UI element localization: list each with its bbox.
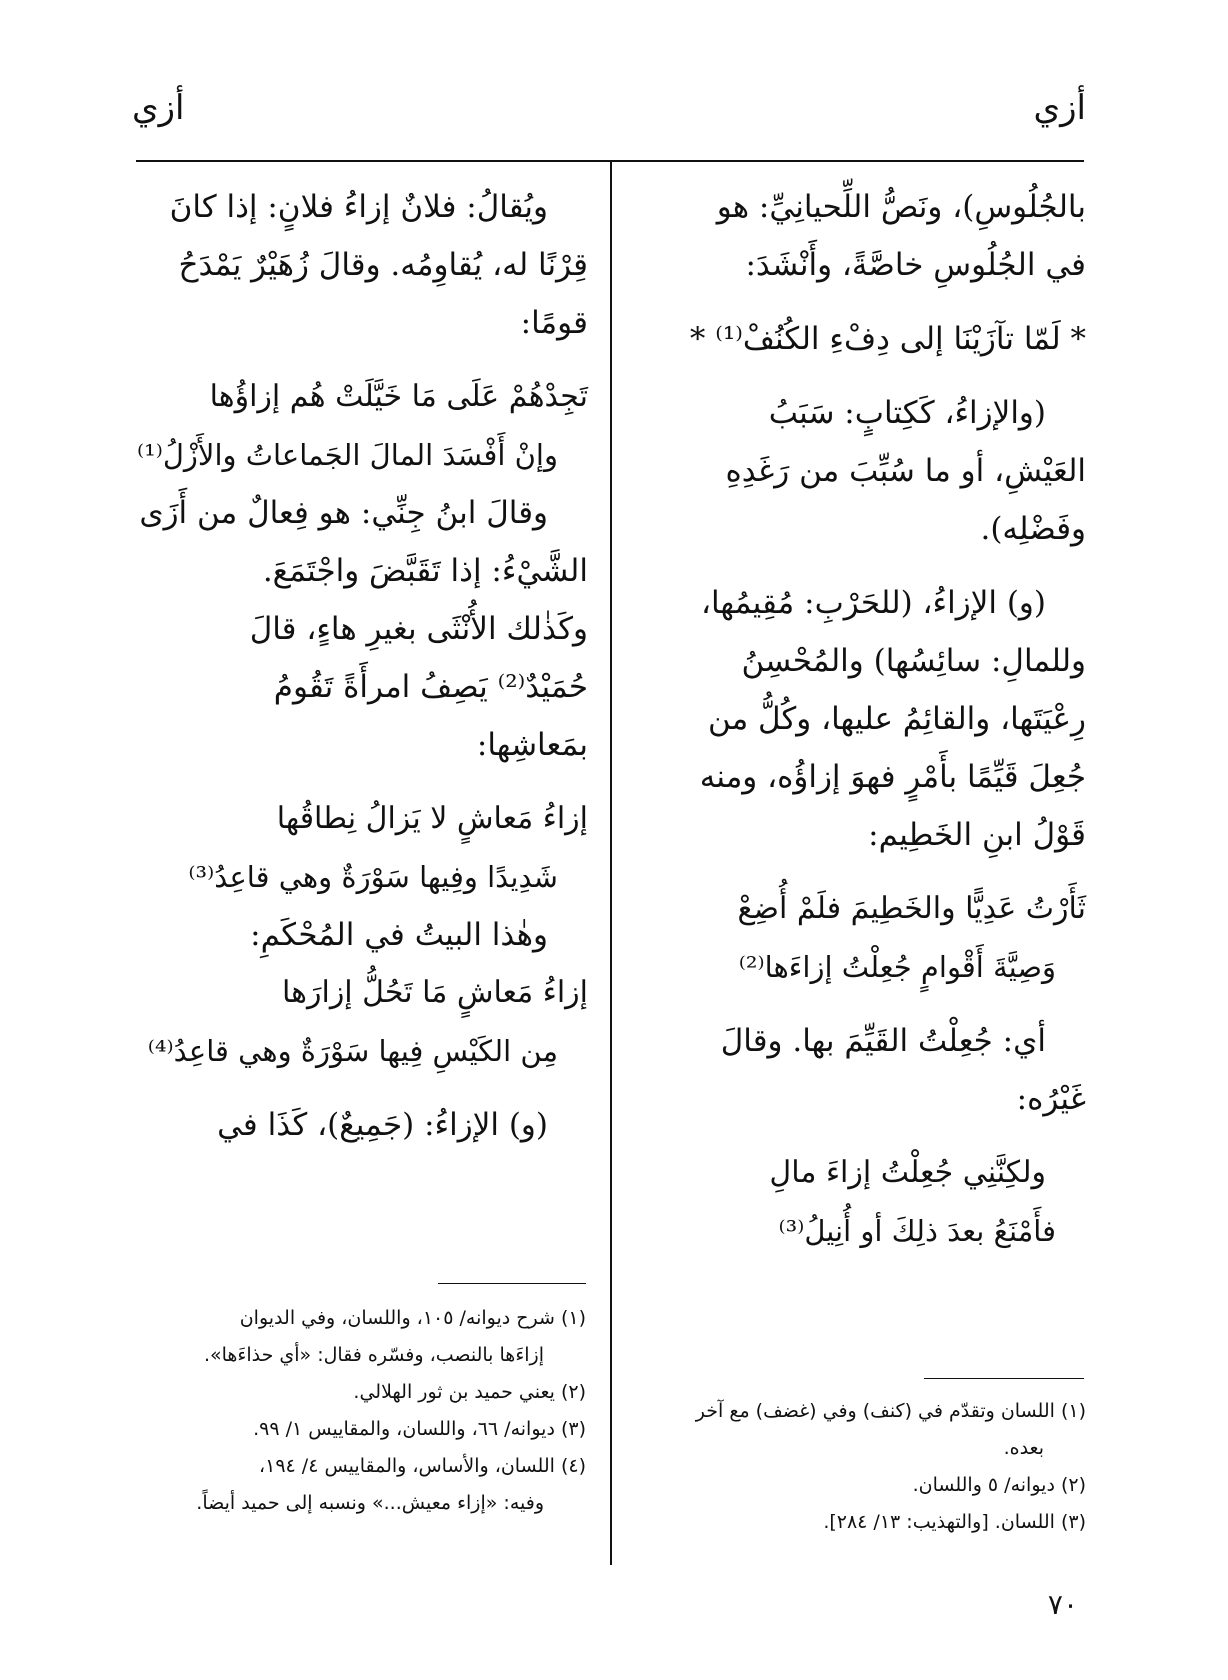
verse-line: إزاءُ مَعاشٍ لا يَزالُ نِطاقُها — [276, 801, 588, 836]
footnote: وفيه: «إزاء معيش...» ونسبه إلى حميد أيضاً. — [196, 1492, 544, 1514]
left-column — [136, 178, 588, 1154]
running-header-right: أزي — [1033, 88, 1086, 128]
running-header-left: أزي — [132, 88, 185, 128]
footnote: إزاءَها بالنصب، وفسّره فقال: «أي حذاءَها». — [203, 1344, 544, 1366]
verse-line: وَصِيَّةَ أَقْوامٍ جُعِلْتُ إزاءَها⁽²⁾ — [738, 950, 1056, 984]
verse-line: فأَمْنَعُ بعدَ ذلِكَ أو أُنِيلُ⁽³⁾ — [778, 1214, 1056, 1248]
text-line: بمَعاشِها: — [476, 727, 588, 763]
footnote: (٣) اللسان. [والتهذيب: ١٣/ ٢٨٤]. — [823, 1511, 1086, 1533]
text-line: أي: جُعِلْتُ القَيِّمَ بها. وقالَ — [720, 1023, 1046, 1059]
text-line: وهٰذا البيتُ في المُحْكَمِ: — [250, 917, 548, 953]
verse-line: وإنْ أَفْسَدَ المالَ الجَماعاتُ والأَزْلُ⁽¹⁾ — [136, 438, 558, 472]
footnote-rule-left — [438, 1283, 586, 1284]
right-column — [661, 178, 1086, 1260]
text-line: العَيْشِ، أو ما سُبِّبَ من رَغَدِهِ — [725, 453, 1086, 489]
text-line: بالجُلُوسِ)، ونَصُّ اللِّحيانِيِّ: هو — [716, 189, 1086, 225]
footnote: (٢) يعني حميد بن ثور الهلالي. — [353, 1381, 586, 1403]
text-line: وفَضْلِه). — [980, 511, 1086, 547]
footnote-rule-right — [924, 1378, 1084, 1379]
text-line: حُمَيْدٌ⁽²⁾ يَصِفُ امرأَةً تَقُومُ — [273, 669, 588, 705]
text-line: (و) الإزاءُ: (جَمِيعٌ)، كَذَا في — [217, 1107, 548, 1143]
text-line: (والإزاءُ، كَكِتابٍ: سَبَبُ — [768, 395, 1046, 431]
footnote: (٣) ديوانه/ ٦٦، واللسان، والمقاييس ١/ ٩٩. — [253, 1418, 586, 1440]
verse-line: إزاءُ مَعاشٍ مَا تَحُلُّ إزارَها — [282, 975, 588, 1010]
text-line: وقالَ ابنُ جِنِّي: هو فِعالٌ من أَزَى — [139, 495, 548, 531]
text-line: جُعِلَ قَيِّمًا بأَمْرٍ فهوَ إزاؤُه، ومنه — [699, 759, 1086, 795]
footnote: (٢) ديوانه/ ٥ واللسان. — [912, 1474, 1086, 1496]
footnote: (٤) اللسان، والأساس، والمقاييس ٤/ ١٩٤، — [258, 1455, 586, 1477]
footnote: (١) اللسان وتقدّم في (كنف) وفي (غضف) مع آخر — [695, 1400, 1086, 1422]
verse-line: ولكِنَّنِي جُعِلْتُ إزاءَ مالِ — [769, 1155, 1046, 1190]
text-line: قِرْنًا له، يُقاوِمُه. وقالَ زُهَيْرٌ يَمْدَحُ — [178, 247, 588, 283]
page-number: ٧٠ — [1047, 1588, 1078, 1621]
text-line: وللمالِ: سائِسُها) والمُحْسِنُ — [741, 643, 1086, 679]
verse-line: مِن الكَيْسِ فِيها سَوْرَةٌ وهي قاعِدُ⁽⁴⁾ — [147, 1034, 558, 1068]
text-line: قومًا: — [520, 305, 588, 341]
footnote: (١) شرح ديوانه/ ١٠٥، واللسان، وفي الديوان — [239, 1307, 586, 1329]
text-line: ويُقالُ: فلانٌ إزاءُ فلانٍ: إذا كانَ — [169, 189, 548, 225]
verse-line: * لَمّا تآزَيْنَا إلى دِفْءِ الكُنُفْ⁽¹⁾ * — [689, 321, 1086, 357]
text-line: في الجُلُوسِ خاصَّةً، وأَنْشَدَ: — [745, 247, 1086, 283]
text-line: الشَّيْءُ: إذا تَقَبَّضَ واجْتَمَعَ. — [262, 553, 588, 589]
footnote: بعده. — [1003, 1437, 1044, 1459]
verse-line: ثَأَرْتُ عَدِيًّا والخَطِيمَ فلَمْ أُضِعْ — [737, 891, 1086, 926]
footnotes-right — [646, 1393, 1086, 1541]
verse-line: تَجِدْهُمْ عَلَى مَا خَيَّلَتْ هُم إزاؤُها — [209, 379, 588, 414]
text-line: قَوْلُ ابنِ الخَطِيم: — [868, 817, 1086, 853]
column-divider — [610, 160, 612, 1565]
text-line: غَيْرُه: — [1016, 1081, 1086, 1117]
footnotes-left — [131, 1300, 586, 1522]
text-line: رِعْيَتَها، والقائِمُ عليها، وكُلُّ من — [707, 701, 1086, 737]
text-line: وكَذٰلك الأُنْثَى بغيرِ هاءٍ، قالَ — [249, 611, 588, 647]
verse-line: شَدِيدًا وفِيها سَوْرَةٌ وهي قاعِدُ⁽³⁾ — [188, 860, 558, 894]
text-line: (و) الإزاءُ، (للحَرْبِ: مُقِيمُها، — [700, 585, 1046, 621]
